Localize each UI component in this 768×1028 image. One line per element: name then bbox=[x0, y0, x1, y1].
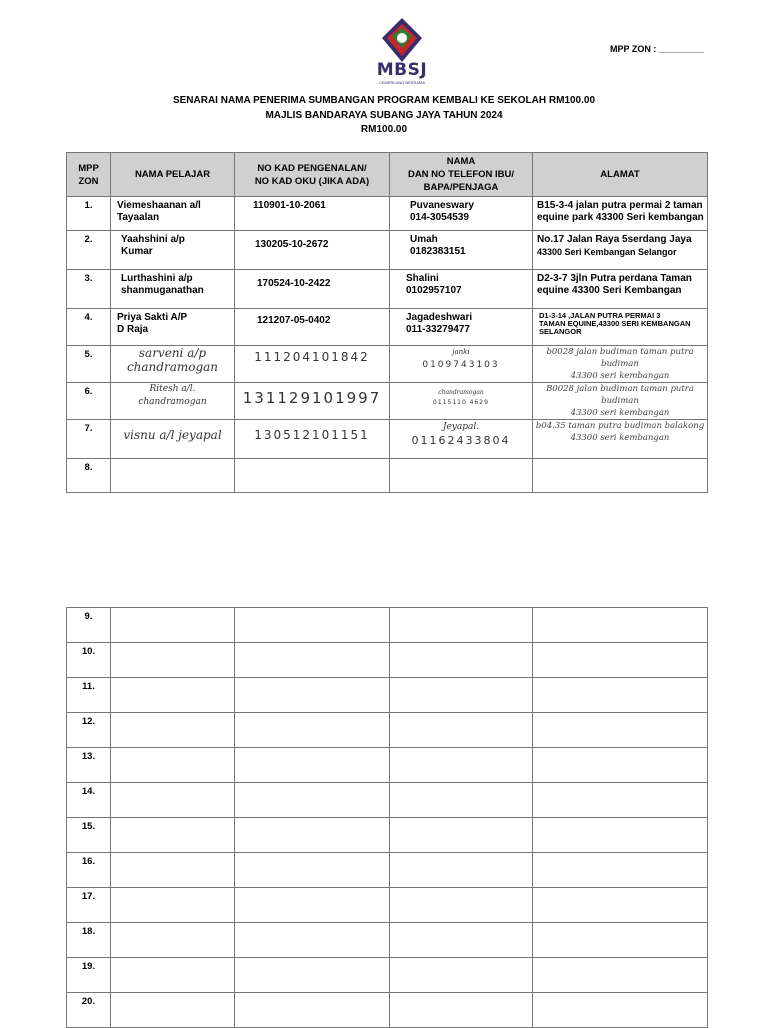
student-name bbox=[111, 643, 235, 678]
ic-number bbox=[235, 783, 390, 818]
ic-number bbox=[235, 643, 390, 678]
table-row bbox=[67, 643, 708, 678]
parent-info bbox=[390, 643, 533, 678]
row-number: 7. bbox=[67, 420, 111, 459]
ic-number bbox=[235, 993, 390, 1028]
student-name bbox=[111, 958, 235, 993]
address bbox=[533, 993, 708, 1028]
address: b04.35 taman putra budiman balakong 43300 seri kembangan bbox=[533, 420, 708, 459]
parent-info: chandramogan 0115110 4629 bbox=[390, 383, 533, 420]
row-number: 1. bbox=[67, 197, 111, 231]
header-alamat: ALAMAT bbox=[533, 153, 708, 197]
address bbox=[533, 888, 708, 923]
address bbox=[533, 678, 708, 713]
table-row bbox=[67, 923, 708, 958]
ic-number bbox=[235, 459, 390, 493]
address bbox=[533, 818, 708, 853]
student-name bbox=[111, 748, 235, 783]
ic-number bbox=[235, 958, 390, 993]
address: D1-3-14 ,JALAN PUTRA PERMAI 3 TAMAN EQUINE,43300 SERI KEMBANGAN SELANGOR bbox=[533, 309, 708, 346]
ic-number bbox=[235, 888, 390, 923]
recipient-table bbox=[66, 152, 708, 493]
table-row bbox=[67, 888, 708, 923]
student-name: Ritesh a/l. chandramogan bbox=[111, 383, 235, 420]
student-name bbox=[111, 853, 235, 888]
row-number: 5. bbox=[67, 346, 111, 383]
address bbox=[533, 923, 708, 958]
parent-info bbox=[390, 678, 533, 713]
row-number: 13. bbox=[67, 748, 111, 783]
address: B15-3-4 jalan putra permai 2 taman equine park 43300 Seri kembangan bbox=[533, 197, 708, 231]
ic-number bbox=[235, 923, 390, 958]
document-subtitle: MAJLIS BANDARAYA SUBANG JAYA TAHUN 2024 bbox=[265, 110, 503, 121]
table-row bbox=[67, 818, 708, 853]
ic-number bbox=[235, 713, 390, 748]
ic-number: 110901-10-2061 bbox=[235, 197, 390, 231]
document-amount: RM100.00 bbox=[360, 124, 408, 135]
ic-number bbox=[235, 608, 390, 643]
student-name: sarveni a/p chandramogan bbox=[111, 346, 235, 383]
header-mpp-zon: MPP ZON bbox=[67, 153, 111, 197]
parent-info bbox=[390, 748, 533, 783]
parent-info: Jeyapal. 01162433804 bbox=[390, 420, 533, 459]
table-header-row bbox=[67, 153, 708, 197]
table-row bbox=[67, 958, 708, 993]
student-name bbox=[111, 608, 235, 643]
recipient-table-continued bbox=[66, 607, 708, 1028]
ic-number bbox=[235, 818, 390, 853]
ic-number: 111204101842 bbox=[235, 346, 390, 383]
ic-number: 131129101997 bbox=[235, 383, 390, 420]
student-name bbox=[111, 783, 235, 818]
address bbox=[533, 459, 708, 493]
row-number: 14. bbox=[67, 783, 111, 818]
row-number: 15. bbox=[67, 818, 111, 853]
parent-info bbox=[390, 993, 533, 1028]
table-row bbox=[67, 270, 708, 309]
mpp-zon-field: MPP ZON : _________ bbox=[610, 44, 704, 54]
table-row bbox=[67, 346, 708, 383]
student-name bbox=[111, 713, 235, 748]
row-number: 16. bbox=[67, 853, 111, 888]
table-row bbox=[67, 309, 708, 346]
row-number: 17. bbox=[67, 888, 111, 923]
student-name: Priya Sakti A/P D Raja bbox=[111, 309, 235, 346]
ic-number: 130205-10-2672 bbox=[235, 231, 390, 270]
ic-number: 121207-05-0402 bbox=[235, 309, 390, 346]
address bbox=[533, 643, 708, 678]
student-name bbox=[111, 818, 235, 853]
student-name: visnu a/l jeyapal bbox=[111, 420, 235, 459]
parent-info: Umah 0182383151 bbox=[390, 231, 533, 270]
table-row bbox=[67, 608, 708, 643]
student-name: Yaahshini a/p Kumar bbox=[111, 231, 235, 270]
parent-info bbox=[390, 459, 533, 493]
address bbox=[533, 958, 708, 993]
address bbox=[533, 853, 708, 888]
address: b0028 jalan budiman taman putra budiman 43300 seri kembangan bbox=[533, 346, 708, 383]
table-row bbox=[67, 853, 708, 888]
parent-info: Jagadeshwari 011-33279477 bbox=[390, 309, 533, 346]
parent-info: Shalini 0102957107 bbox=[390, 270, 533, 309]
parent-info bbox=[390, 713, 533, 748]
ic-number bbox=[235, 853, 390, 888]
student-name bbox=[111, 678, 235, 713]
ic-number bbox=[235, 678, 390, 713]
table-row bbox=[67, 783, 708, 818]
address: B0028 jalan budiman taman putra budiman 43300 seri kembangan bbox=[533, 383, 708, 420]
table-row bbox=[67, 993, 708, 1028]
ic-number: 130512101151 bbox=[235, 420, 390, 459]
address bbox=[533, 783, 708, 818]
header-nama-pelajar: NAMA PELAJAR bbox=[111, 153, 235, 197]
row-number: 12. bbox=[67, 713, 111, 748]
parent-info bbox=[390, 958, 533, 993]
row-number: 10. bbox=[67, 643, 111, 678]
student-name bbox=[111, 888, 235, 923]
header-nama-ibu-bapa: NAMA DAN NO TELEFON IBU/ BAPA/PENJAGA bbox=[390, 153, 533, 197]
parent-info: janki 0109743103 bbox=[390, 346, 533, 383]
row-number: 9. bbox=[67, 608, 111, 643]
row-number: 19. bbox=[67, 958, 111, 993]
address: No.17 Jalan Raya 5serdang Jaya 43300 Seri Kembangan Selangor bbox=[533, 231, 708, 270]
table-row bbox=[67, 748, 708, 783]
logo-text: MBSJ bbox=[376, 60, 428, 80]
table-row bbox=[67, 420, 708, 459]
header-no-kad: NO KAD PENGENALAN/ NO KAD OKU (JIKA ADA) bbox=[235, 153, 390, 197]
student-name: Lurthashini a/p shanmuganathan bbox=[111, 270, 235, 309]
parent-info bbox=[390, 923, 533, 958]
parent-info bbox=[390, 853, 533, 888]
row-number: 18. bbox=[67, 923, 111, 958]
table-row bbox=[67, 459, 708, 493]
row-number: 3. bbox=[67, 270, 111, 309]
parent-info bbox=[390, 888, 533, 923]
address bbox=[533, 713, 708, 748]
row-number: 6. bbox=[67, 383, 111, 420]
parent-info: Puvaneswary 014-3054539 bbox=[390, 197, 533, 231]
table-row bbox=[67, 678, 708, 713]
parent-info bbox=[390, 818, 533, 853]
ic-number: 170524-10-2422 bbox=[235, 270, 390, 309]
table-row bbox=[67, 713, 708, 748]
document-title: SENARAI NAMA PENERIMA SUMBANGAN PROGRAM KEMBALI KE SEKOLAH RM100.00 bbox=[172, 95, 596, 106]
address bbox=[533, 608, 708, 643]
ic-number bbox=[235, 748, 390, 783]
row-number: 4. bbox=[67, 309, 111, 346]
address: D2-3-7 3jln Putra perdana Taman equine 43300 Seri Kembangan bbox=[533, 270, 708, 309]
student-name bbox=[111, 923, 235, 958]
table-row bbox=[67, 197, 708, 231]
student-name bbox=[111, 459, 235, 493]
parent-info bbox=[390, 783, 533, 818]
student-name bbox=[111, 993, 235, 1028]
row-number: 20. bbox=[67, 993, 111, 1028]
row-number: 11. bbox=[67, 678, 111, 713]
logo-tagline: CEMERLANG BERSAMA bbox=[378, 80, 425, 85]
student-name: Viemeshaanan a/l Tayaalan bbox=[111, 197, 235, 231]
table-row bbox=[67, 231, 708, 270]
parent-info bbox=[390, 608, 533, 643]
row-number: 2. bbox=[67, 231, 111, 270]
row-number: 8. bbox=[67, 459, 111, 493]
address bbox=[533, 748, 708, 783]
table-row bbox=[67, 383, 708, 420]
